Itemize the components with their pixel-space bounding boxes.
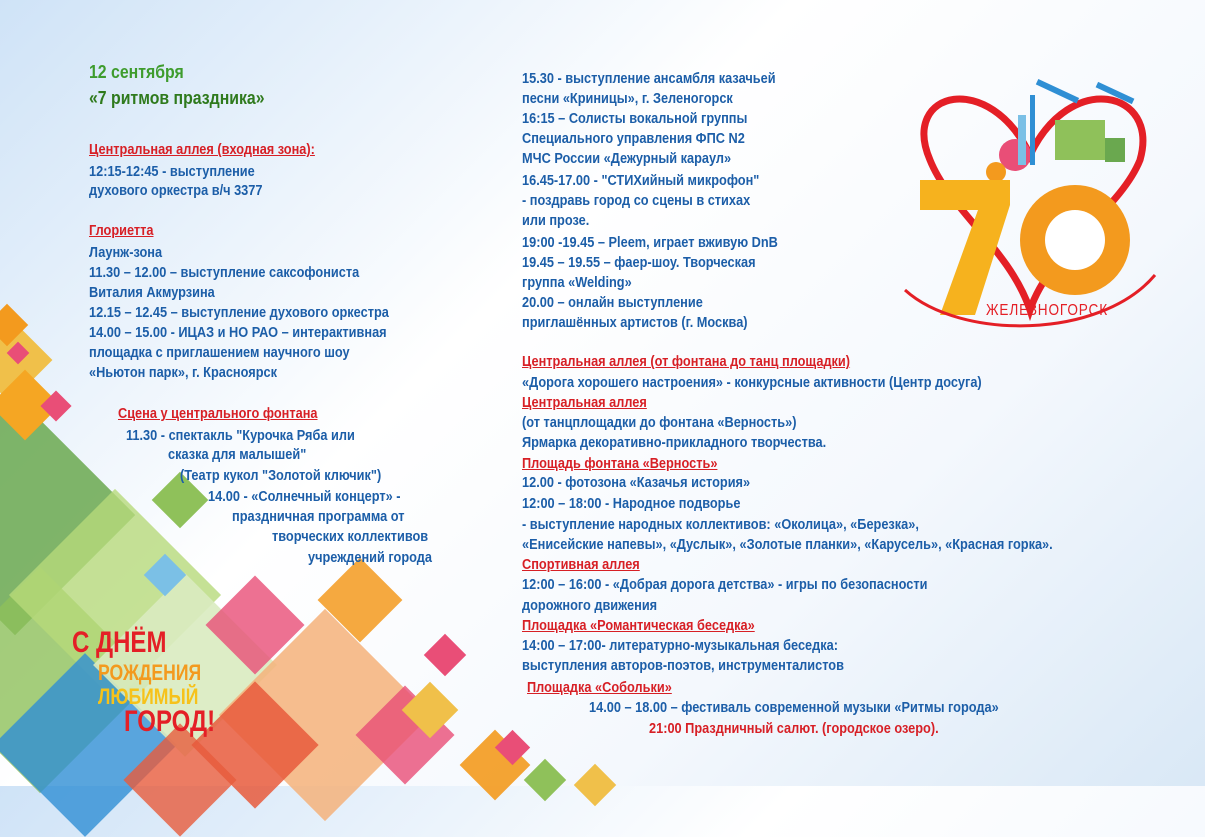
schedule-line: (от танцплощадки до фонтана «Верность») (522, 415, 797, 431)
section-heading-fountain-square: Площадь фонтана «Верность» (522, 456, 718, 472)
schedule-line: Ярмарка декоративно-прикладного творчества. (522, 435, 827, 451)
fireworks-line: 21:00 Праздничный салют. (городское озеро). (649, 721, 939, 737)
anniversary-logo (900, 60, 1160, 340)
schedule-line: 16.45-17.00 - "СТИХийный микрофон" (522, 173, 760, 189)
schedule-line: площадка с приглашением научного шоу (89, 345, 350, 361)
schedule-line: 19:00 -19.45 – Pleem, играет вживую DnB (522, 235, 778, 251)
schedule-line: 16:15 – Солисты вокальной группы (522, 111, 748, 127)
anniversary-logo-graphic (900, 60, 1160, 340)
schedule-line: 12:00 – 16:00 - «Добрая дорога детства» - игры по безопасности (522, 577, 928, 593)
section-heading-alley-1: Центральная аллея (от фонтана до танц площадки) (522, 354, 851, 370)
schedule-line: Лаунж-зона (89, 245, 163, 261)
schedule-line: творческих коллективов (272, 529, 429, 545)
schedule-line: (Театр кукол "Золотой ключик") (180, 468, 382, 484)
schedule-line: 15.30 - выступление ансамбля казачьей (522, 71, 776, 87)
schedule-line: учреждений города (308, 550, 432, 566)
slogan-line: РОЖДЕНИЯ (98, 660, 202, 685)
schedule-line: 14.00 – 18.00 – фестиваль современной музыки «Ритмы города» (589, 700, 999, 716)
slogan-line: ГОРОД! (124, 705, 216, 738)
section-heading-sobolki: Площадка «Собольки» (527, 680, 672, 696)
schedule-line: или прозе. (522, 213, 590, 229)
schedule-line: 11.30 – 12.00 – выступление саксофониста (89, 265, 360, 281)
event-title: «7 ритмов праздника» (89, 88, 265, 108)
schedule-line: сказка для малышей" (168, 447, 307, 463)
schedule-line: «Ньютон парк», г. Красноярск (89, 365, 278, 381)
schedule-line: - поздравь город со сцены в стихах (522, 193, 751, 209)
schedule-line: 14.00 – 15.00 - ИЦАЗ и НО РАО – интерактивная (89, 325, 387, 341)
schedule-line: Виталия Акмурзина (89, 285, 215, 301)
schedule-line: 14:00 – 17:00- литературно-музыкальная беседка: (522, 638, 838, 654)
schedule-line: 20.00 – онлайн выступление (522, 295, 703, 311)
schedule-line: дорожного движения (522, 598, 658, 614)
schedule-line: выступления авторов-поэтов, инструменталистов (522, 658, 844, 674)
schedule-line: 14.00 - «Солнечный концерт» - (208, 489, 401, 505)
schedule-line: 12:15-12:45 - выступление (89, 164, 255, 180)
section-heading-glorietta: Глориетта (89, 223, 154, 239)
schedule-line: «Дорога хорошего настроения» - конкурсные активности (Центр досуга) (522, 375, 982, 391)
schedule-line: приглашённых артистов (г. Москва) (522, 315, 748, 331)
section-heading-alley-2: Центральная аллея (522, 395, 647, 411)
schedule-line: песни «Криницы», г. Зеленогорск (522, 91, 733, 107)
section-heading-entrance: Центральная аллея (входная зона): (89, 142, 315, 158)
schedule-line: духового оркестра в/ч 3377 (89, 183, 263, 199)
schedule-line: - выступление народных коллективов: «Околица», «Березка», (522, 517, 919, 533)
schedule-line: МЧС России «Дежурный караул» (522, 151, 732, 167)
schedule-line: 11.30 - спектакль "Курочка Ряба или (126, 428, 355, 444)
schedule-line: группа «Welding» (522, 275, 632, 291)
logo-city-name: ЖЕЛЕЗНОГОРСК (986, 302, 1108, 319)
schedule-line: 19.45 – 19.55 – фаер-шоу. Творческая (522, 255, 756, 271)
event-date: 12 сентября (89, 62, 184, 82)
schedule-line: Специального управления ФПС N2 (522, 131, 745, 147)
schedule-line: 12.15 – 12.45 – выступление духового оркестра (89, 305, 389, 321)
schedule-line: 12.00 - фотозона «Казачья история» (522, 475, 751, 491)
section-heading-sport-alley: Спортивная аллея (522, 557, 640, 573)
schedule-line: 12:00 – 18:00 - Народное подворье (522, 496, 741, 512)
schedule-line: «Енисейские напевы», «Дуслык», «Золотые планки», «Карусель», «Красная горка». (522, 537, 1053, 553)
slogan-line: С ДНЁМ (72, 626, 167, 659)
schedule-line: праздничная программа от (232, 509, 405, 525)
slogan-line: ЛЮБИМЫЙ (98, 684, 199, 709)
section-heading-romantic: Площадка «Романтическая беседка» (522, 618, 755, 634)
section-heading-fountain-stage: Сцена у центрального фонтана (118, 406, 318, 422)
